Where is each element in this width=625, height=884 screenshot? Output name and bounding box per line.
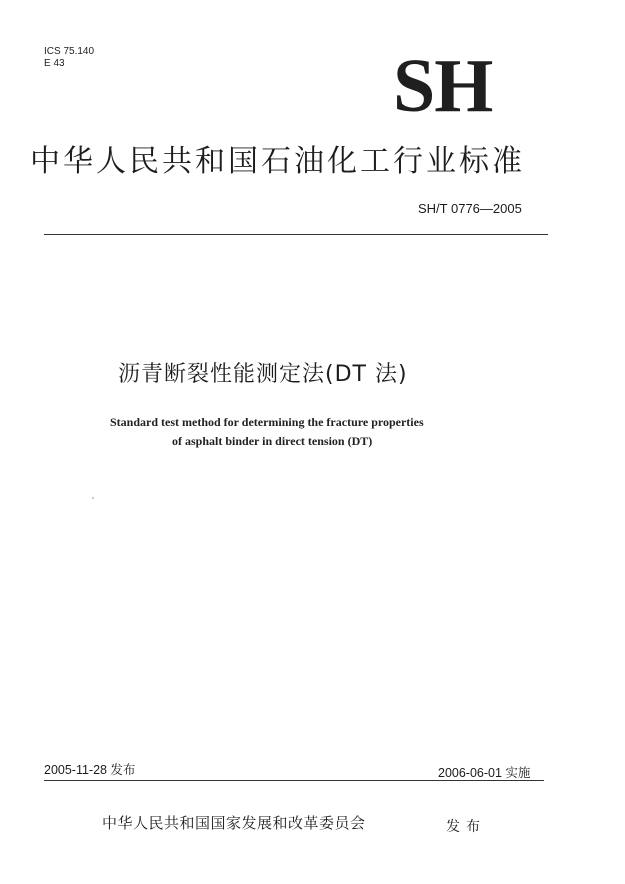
standard-title: 中华人民共和国石油化工行业标准: [30, 144, 525, 179]
effective-date: 2006-06-01 实施: [438, 766, 531, 780]
publish-date: 2005-11-28 发布: [44, 763, 136, 777]
document-title-cn: 沥青断裂性能测定法(DT 法): [118, 362, 408, 387]
document-title-en-line1: Standard test method for determining the fracture properties: [110, 415, 424, 429]
ics-code: ICS 75.140: [44, 46, 95, 57]
paper-speck: [92, 497, 94, 499]
document-title-en-line2: of asphalt binder in direct tension (DT): [172, 434, 373, 448]
header-divider: [44, 234, 548, 235]
issuing-authority: 中华人民共和国国家发展和改革委员会: [102, 814, 366, 832]
standard-number: SH/T 0776—2005: [418, 201, 522, 216]
issue-label: 发布: [446, 819, 486, 835]
footer-divider: [44, 780, 544, 781]
classification-code: E 43: [44, 58, 65, 69]
brand-mark: SH: [393, 44, 493, 128]
